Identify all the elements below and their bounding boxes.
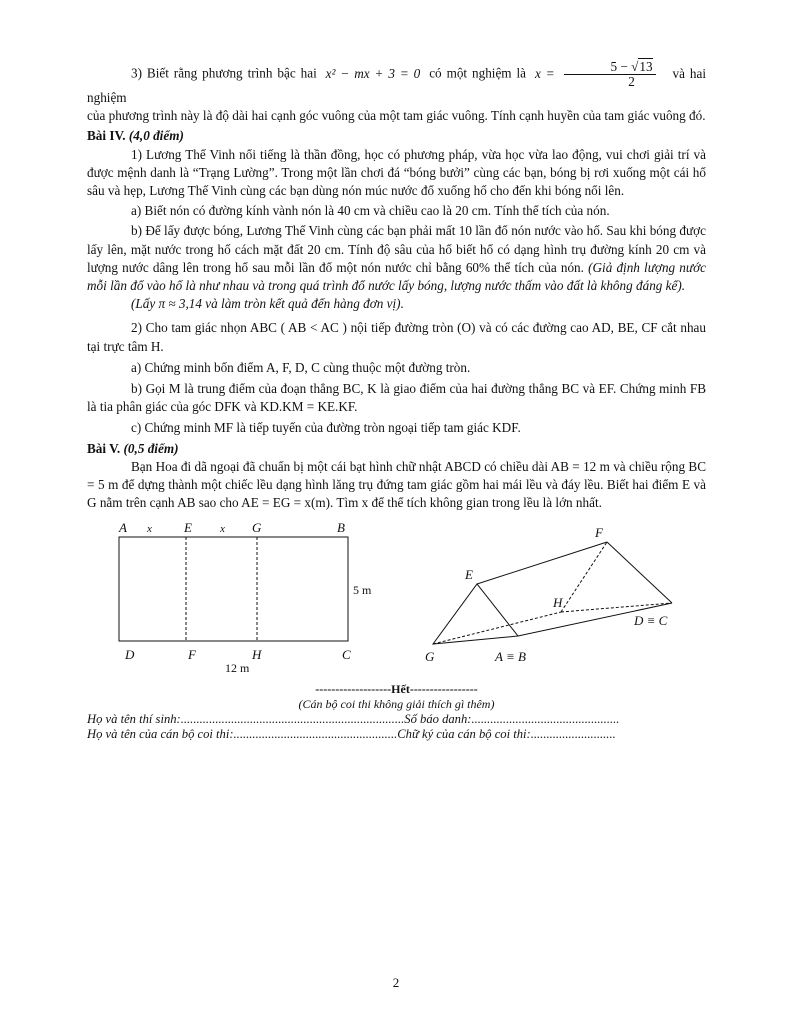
candidate-info-line <box>87 712 706 727</box>
prism-front-face <box>433 584 518 644</box>
label-h: H <box>252 647 262 663</box>
prism-back-right-edge <box>607 542 672 603</box>
bai5-points: (0,5 điểm) <box>123 440 179 456</box>
bai4-p2b: b) Gọi M là trung điểm của đoạn thẳng BC, K là giao điểm của hai đường thẳng BC và EF. Chứng minh FB là tia phân giác của góc DFK và KD.KM = KE.KF. <box>87 381 706 415</box>
q3-equation: x² − mx + 3 = 0 <box>325 65 421 81</box>
q3-fraction-denominator: 2 <box>628 74 635 89</box>
label-d: D <box>125 647 135 663</box>
bai4-p1: 1) Lương Thế Vinh nổi tiếng là thần đồng, học có phương pháp, vừa học vừa lao động, vui chơi giải trí và được mệnh danh là “Trạng Lường”. Trong một lần chơi đá “bóng bưởi” cùng các bạn, bóng bị rơi xuống một cái hố sâu và hẹp, Lương Thế Vinh cùng các bạn dùng nón múc nước đổ xuống hố cho đến khi bóng nổi lên. <box>87 146 706 199</box>
label-x2: x <box>220 523 225 536</box>
tent-prism-diagram <box>425 525 672 664</box>
label-g: G <box>252 522 262 536</box>
end-text: -------------------Hết----------------- <box>315 682 478 697</box>
label-e: E <box>184 522 192 536</box>
bai5-heading <box>87 440 706 458</box>
tent-label-e: E <box>465 567 473 583</box>
bai4-pb <box>87 222 706 295</box>
prism-hidden-edge-hc <box>561 603 672 612</box>
tent-label-f: F <box>595 525 603 541</box>
label-b: B <box>337 522 345 536</box>
prism-top-edge <box>477 542 607 584</box>
proctor-note: (Cán bộ coi thi không giải thích gì thêm) <box>298 697 495 712</box>
end-marker <box>87 682 706 697</box>
candidate-name-field: Họ và tên thí sinh:....................................................................... <box>87 712 405 727</box>
proctor-name-field: Họ và tên của cán bộ coi thi:.................................................... <box>87 727 398 742</box>
q3-label: 3) Biết rằng phương trình bậc hai <box>131 65 317 81</box>
bai4-pb-note: (Lấy π ≈ 3,14 và làm tròn kết quả đến hàng đơn vị). <box>131 296 404 312</box>
tent-label-ab: A ≡ B <box>495 649 526 665</box>
q3-fraction-numerator: 5 − √13 <box>564 60 656 75</box>
bai5-title: Bài V. <box>87 440 121 456</box>
bai4-pa: a) Biết nón có đường kính vành nón là 40 cm và chiều cao là 20 cm. Tính thể tích của nón. <box>131 203 610 219</box>
q3-num-a: 5 − <box>610 59 632 74</box>
bai4-p2: 2) Cho tam giác nhọn ABC ( AB < AC ) nội tiếp đường tròn (O) và có các đường cao AD, BE, CF cắt nhau tại trực tâm H. <box>87 320 706 354</box>
prism-hidden-edge-hf <box>561 542 607 612</box>
label-f: F <box>188 647 196 663</box>
bai5-text: Bạn Hoa đi dã ngoại đã chuẩn bị một cái bạt hình chữ nhật ABCD có chiều dài AB = 12 m và chiều rộng BC = 5 m để dựng thành một chiếc lều dạng hình lăng trụ đứng tam giác gồm hai mái lều và đáy lều. Biết hai điểm E và G nằm trên cạnh AB sao cho AE = EG = x(m). Tìm x để thể tích không gian trong lều là lớn nhất. <box>87 458 706 511</box>
q3-line2: của phương trình này là độ dài hai cạnh góc vuông của một tam giác vuông. Tính cạnh huyền của tam giác vuông đó. <box>87 108 706 124</box>
label-a: A <box>119 522 127 536</box>
q3-line1 <box>87 60 706 107</box>
tarp-rectangle <box>119 537 348 641</box>
page-number: 2 <box>392 975 400 990</box>
label-height: 5 m <box>353 583 372 598</box>
bai4-p2a: a) Chứng minh bốn điểm A, F, D, C cùng thuộc một đường tròn. <box>131 359 471 375</box>
bai4-title: Bài IV. <box>87 128 126 144</box>
tent-label-h: H <box>553 595 563 611</box>
prism-hidden-edge-gh <box>433 612 561 644</box>
candidate-number-field: Số báo danh:............................................... <box>404 712 620 727</box>
tent-figure <box>87 522 706 672</box>
label-x1: x <box>147 523 152 536</box>
label-width: 12 m <box>225 661 250 673</box>
tarp-rectangle-diagram <box>118 522 372 672</box>
tent-label-dc: D ≡ C <box>634 613 668 629</box>
bai4-points: (4,0 điểm) <box>128 128 184 144</box>
bai4-p2c: c) Chứng minh MF là tiếp tuyến của đường tròn ngoại tiếp tam giác KDF. <box>131 420 521 436</box>
q3-xeq: x = <box>534 65 555 81</box>
proctor-signature-field: Chữ ký của cán bộ coi thi:........................... <box>397 727 616 742</box>
proctor-info-line <box>87 727 706 742</box>
q3-tail: và hai nghiệm <box>87 65 707 105</box>
q3-mid: có một nghiệm là <box>429 65 527 81</box>
label-c: C <box>342 647 351 663</box>
bai4-pb-italic: (Giả định lượng nước mỗi lần đổ vào hố là như nhau và trong quá trình đổ nước lấy bóng, lượng nước thấm vào đất là không đáng kể). <box>87 259 706 294</box>
bai4-pb-main: b) Để lấy được bóng, Lương Thế Vinh cùng các bạn phải mất 10 lần đổ nón nước vào hố. Sau khi bóng được lấy lên, mặt nước trong hố cách mặt đất 20 cm. Tính độ sâu của hố biết hố có dạng hình trụ đường kính 20 cm và lượng nước dâng lên trong hố sau mỗi lần đổ một nón nước chỉ bằng 60% thể tích của nón. <box>87 223 706 275</box>
tent-label-g: G <box>425 649 435 665</box>
bai4-heading <box>87 127 706 145</box>
exam-page <box>87 60 706 742</box>
q3-num-root: 13 <box>639 59 653 74</box>
q3-root-fraction <box>564 60 656 89</box>
